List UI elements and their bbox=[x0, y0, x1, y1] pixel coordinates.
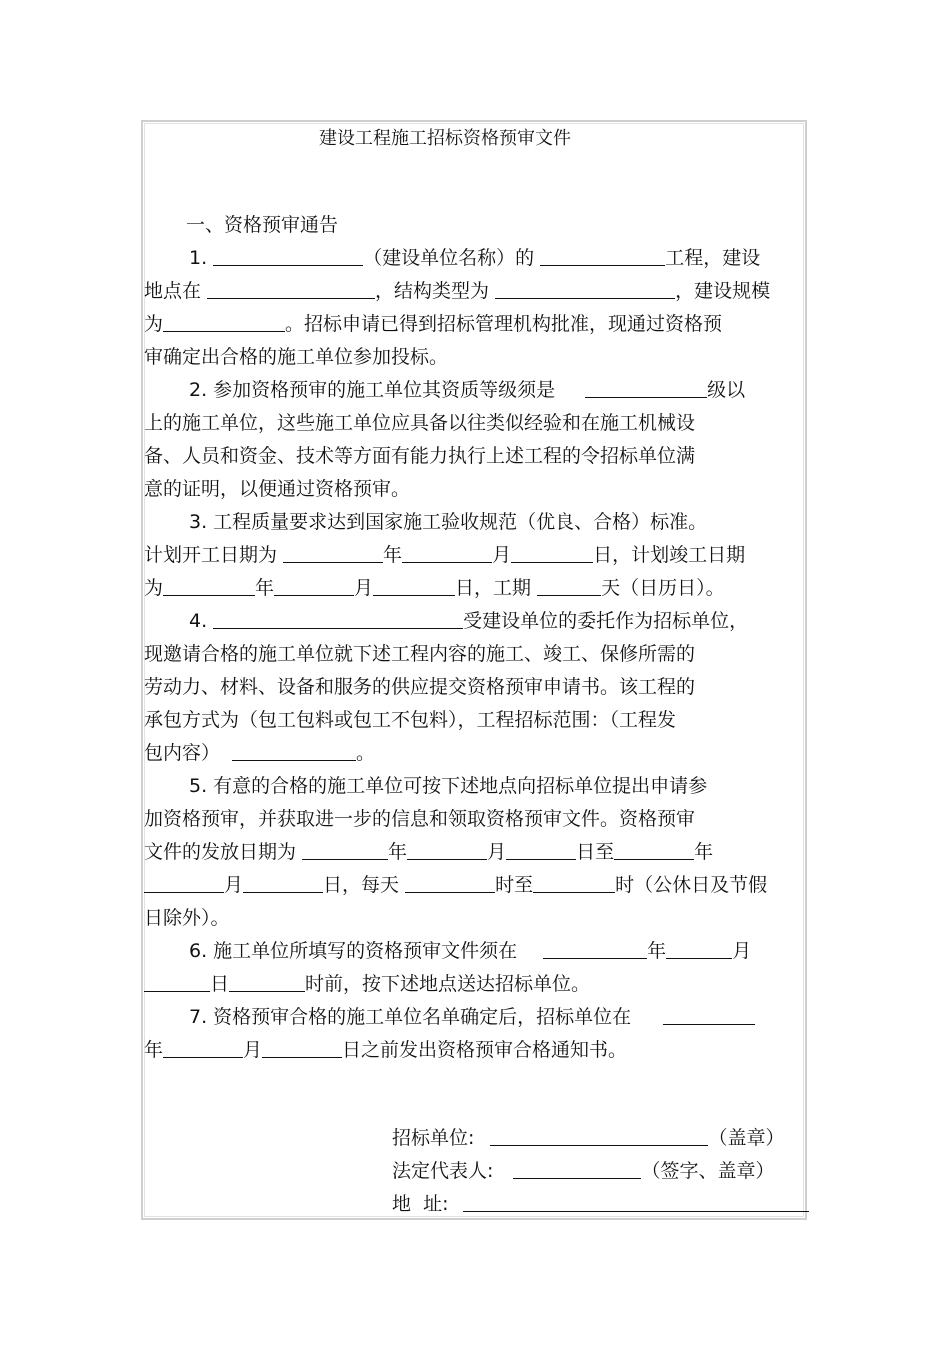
blank-submit-month[interactable] bbox=[666, 940, 732, 959]
blank-notice-month[interactable] bbox=[163, 1039, 243, 1058]
blank-legal-rep[interactable] bbox=[513, 1160, 641, 1179]
item-3-line-2: 计划开工日期为 年 月 日，计划竣工日期 bbox=[144, 544, 746, 566]
blank-issue-end-year[interactable] bbox=[614, 841, 694, 860]
blank-submit-day[interactable] bbox=[144, 973, 210, 992]
blank-qualification-grade[interactable] bbox=[585, 379, 707, 398]
blank-address[interactable] bbox=[463, 1193, 809, 1212]
blank-issue-start-day[interactable] bbox=[506, 841, 576, 860]
item-5-line-3: 文件的发放日期为 年 月 日至 年 bbox=[144, 841, 714, 863]
blank-start-month[interactable] bbox=[402, 544, 492, 563]
signature-rep-line: 法定代表人: （签字、盖章） bbox=[392, 1160, 775, 1182]
blank-duration[interactable] bbox=[537, 577, 601, 596]
item-4-line-4: 承包方式为（包工包料或包工不包料），工程招标范围：（工程发 bbox=[144, 709, 677, 731]
document-title: 建设工程施工招标资格预审文件 bbox=[319, 128, 571, 149]
blank-notice-year[interactable] bbox=[663, 1006, 755, 1025]
item-4-line-2: 现邀请合格的施工单位就下述工程内容的施工、竣工、保修所需的 bbox=[144, 643, 696, 665]
blank-issue-start-month[interactable] bbox=[407, 841, 487, 860]
item-1-line-2: 地点在 ，结构类型为 ，建设规模 bbox=[144, 280, 771, 302]
blank-start-day[interactable] bbox=[511, 544, 593, 563]
item-7-line-2: 年 月 日之前发出资格预审合格通知书。 bbox=[144, 1039, 628, 1061]
item-6-line-2: 日 时前，按下述地点送达招标单位。 bbox=[144, 972, 590, 996]
signature-address-line: 地 址: bbox=[392, 1192, 809, 1216]
blank-structure-type[interactable] bbox=[495, 280, 675, 299]
blank-end-year[interactable] bbox=[163, 577, 255, 596]
blank-scale[interactable] bbox=[163, 313, 285, 332]
item-1-line-3: 为 。招标申请已得到招标管理机构批准，现通过资格预 bbox=[144, 313, 723, 335]
blank-submit-year[interactable] bbox=[543, 940, 647, 959]
blank-tendering-unit[interactable] bbox=[213, 610, 463, 629]
item-3-line-1: 3. 工程质量要求达到国家施工验收规范（优良、合格）标准。 bbox=[189, 511, 708, 533]
blank-issue-end-month[interactable] bbox=[144, 874, 224, 893]
blank-contract-content[interactable] bbox=[232, 742, 356, 761]
item-4-line-3: 劳动力、材料、设备和服务的供应提交资格预审申请书。该工程的 bbox=[144, 676, 696, 698]
item-2-line-1: 2. 参加资格预审的施工单位其资质等级须是 级以 bbox=[189, 379, 746, 401]
item-5-line-1: 5. 有意的合格的施工单位可按下述地点向招标单位提出申请参 bbox=[189, 775, 708, 797]
item-1-line-1: 1. （建设单位名称）的 工程，建设 bbox=[189, 247, 761, 269]
item-7-line-1: 7. 资格预审合格的施工单位名单确定后，招标单位在 bbox=[189, 1005, 755, 1029]
blank-issue-end-day[interactable] bbox=[243, 874, 323, 893]
blank-end-month[interactable] bbox=[274, 577, 354, 596]
section-heading: 一、资格预审通告 bbox=[186, 214, 339, 236]
blank-org-name[interactable] bbox=[490, 1127, 708, 1146]
blank-location[interactable] bbox=[207, 280, 375, 299]
blank-daily-start-hour[interactable] bbox=[405, 874, 495, 893]
blank-daily-end-hour[interactable] bbox=[533, 874, 615, 893]
item-6-line-1: 6. 施工单位所填写的资格预审文件须在 年 月 bbox=[189, 940, 752, 962]
blank-notice-day[interactable] bbox=[262, 1039, 342, 1058]
signature-org-line: 招标单位: （盖章） bbox=[392, 1127, 785, 1149]
item-3-line-3: 为 年 月 日，工期 天（日历日）。 bbox=[144, 577, 725, 599]
blank-submit-hour[interactable] bbox=[229, 973, 305, 992]
blank-issue-start-year[interactable] bbox=[302, 841, 388, 860]
item-5-line-5: 日除外）。 bbox=[144, 907, 230, 929]
blank-start-year[interactable] bbox=[283, 544, 383, 563]
item-4-line-1: 4. 受建设单位的委托作为招标单位， bbox=[189, 610, 749, 632]
item-2-line-2: 上的施工单位，这些施工单位应具备以往类似经验和在施工机械设 bbox=[144, 412, 696, 434]
item-5-line-2: 加资格预审，并获取进一步的信息和领取资格预审文件。资格预审 bbox=[144, 808, 696, 830]
item-2-line-4: 意的证明，以便通过资格预审。 bbox=[144, 478, 411, 500]
item-2-line-3: 备、人员和资金、技术等方面有能力执行上述工程的令招标单位满 bbox=[144, 445, 696, 467]
blank-project-name[interactable] bbox=[540, 247, 665, 266]
item-4-line-5: 包内容） 。 bbox=[144, 742, 376, 764]
blank-unit-name[interactable] bbox=[213, 247, 363, 266]
item-5-line-4: 月 日，每天 时至 时（公休日及节假 bbox=[144, 873, 767, 897]
blank-end-day[interactable] bbox=[373, 577, 455, 596]
item-1-line-4: 审确定出合格的施工单位参加投标。 bbox=[144, 346, 449, 368]
